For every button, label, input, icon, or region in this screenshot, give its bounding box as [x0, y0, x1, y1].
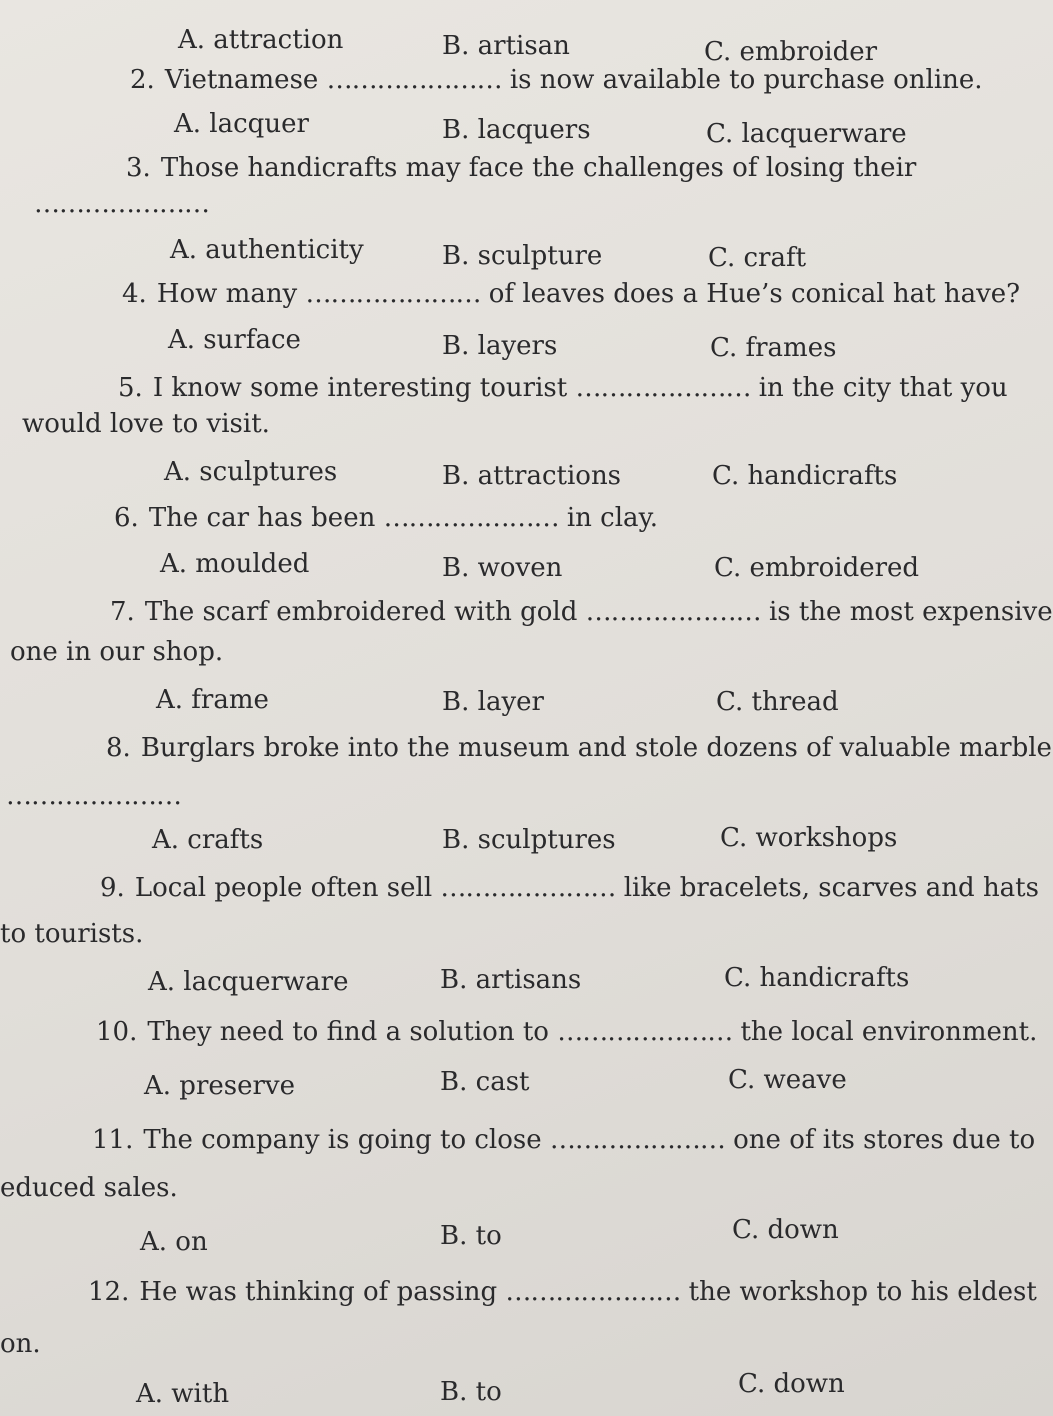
q2-option-c: C. lacquerware — [706, 119, 907, 149]
stem-text: He was thinking of passing — [139, 1277, 498, 1307]
answer-blank: ………………… — [557, 1017, 733, 1047]
q11-option-a: A. on — [140, 1227, 208, 1257]
stem-text: The company is going to close — [143, 1125, 542, 1155]
q8-option-b: B. sculptures — [442, 825, 616, 855]
stem-text: Those handicrafts may face the challenges of losing their — [160, 153, 917, 183]
stem-text: The car has been — [148, 503, 376, 533]
q9-stem — [100, 872, 1039, 904]
stem-text: the local environment. — [740, 1017, 1038, 1047]
q7-stem — [110, 596, 1053, 628]
q12-stem-continuation: on. — [0, 1329, 41, 1359]
q7-option-c: C. thread — [716, 687, 839, 717]
answer-blank: ………………… — [383, 503, 559, 533]
q8-answer-blank: ………………… — [6, 781, 181, 811]
q9-option-b: B. artisans — [440, 965, 582, 995]
q9-option-a: A. lacquerware — [148, 967, 349, 997]
q3-stem — [126, 152, 916, 184]
stem-text: in the city that you — [758, 373, 1008, 403]
q4-stem — [122, 278, 1020, 310]
question-number: 3. — [126, 153, 151, 183]
question-number: 9. — [100, 873, 125, 903]
stem-text: like bracelets, scarves and hats — [623, 873, 1039, 903]
q4-option-c: C. frames — [710, 333, 837, 363]
stem-text: The scarf embroidered with gold — [144, 597, 578, 627]
answer-blank: ………………… — [505, 1277, 681, 1307]
q9-option-c: C. handicrafts — [724, 963, 910, 993]
question-number: 12. — [88, 1277, 130, 1307]
q2-option-b: B. lacquers — [442, 115, 591, 145]
q10-option-a: A. preserve — [144, 1071, 295, 1101]
q8-option-a: A. crafts — [152, 825, 264, 855]
q2-option-a: A. lacquer — [174, 109, 309, 139]
stem-text: I know some interesting tourist — [152, 373, 568, 403]
q8-option-c: C. workshops — [720, 823, 898, 853]
stem-text: Burglars broke into the museum and stole dozens of valuable marble — [140, 733, 1052, 763]
stem-text: the workshop to his eldest — [688, 1277, 1037, 1307]
q2-stem — [130, 64, 983, 96]
question-number: 7. — [110, 597, 135, 627]
answer-blank: ………………… — [549, 1125, 725, 1155]
q4-option-b: B. layers — [442, 331, 558, 361]
q5-stem-continuation: would love to visit. — [22, 409, 270, 439]
question-number: 10. — [96, 1017, 138, 1047]
q11-option-b: B. to — [440, 1221, 502, 1251]
q7-stem-continuation: one in our shop. — [10, 637, 224, 667]
q12-stem — [88, 1276, 1037, 1308]
q5-option-a: A. sculptures — [164, 457, 338, 487]
q5-option-c: C. handicrafts — [712, 461, 898, 491]
q6-option-c: C. embroidered — [714, 553, 920, 583]
question-number: 6. — [114, 503, 139, 533]
q5-option-b: B. attractions — [442, 461, 622, 491]
q6-stem — [114, 502, 658, 534]
stem-text: Local people often sell — [134, 873, 433, 903]
answer-blank: ………………… — [305, 279, 481, 309]
question-number: 11. — [92, 1125, 134, 1155]
q10-option-b: B. cast — [440, 1067, 530, 1097]
q9-stem-continuation: to tourists. — [0, 919, 144, 949]
question-number: 2. — [130, 65, 155, 95]
q7-option-b: B. layer — [442, 687, 544, 717]
q1-option-a: A. attraction — [178, 25, 344, 55]
q7-option-a: A. frame — [156, 685, 269, 715]
q3-option-a: A. authenticity — [170, 235, 364, 265]
stem-text: of leaves does a Hue’s conical hat have? — [488, 279, 1021, 309]
stem-text: is the most expensive — [768, 597, 1053, 627]
q5-stem — [118, 372, 1008, 404]
q3-option-b: B. sculpture — [442, 241, 603, 271]
q1-option-c: C. embroider — [704, 37, 878, 67]
q12-option-b: B. to — [440, 1377, 502, 1407]
stem-text: Vietnamese — [164, 65, 319, 95]
q3-answer-blank: ………………… — [34, 189, 209, 219]
q11-option-c: C. down — [732, 1215, 839, 1245]
stem-text: one of its stores due to — [733, 1125, 1036, 1155]
q3-option-c: C. craft — [708, 243, 807, 273]
q11-stem-continuation: educed sales. — [0, 1173, 178, 1203]
q1-option-b: B. artisan — [442, 31, 570, 61]
q8-stem — [106, 732, 1052, 764]
answer-blank: ………………… — [440, 873, 616, 903]
stem-text: is now available to purchase online. — [509, 65, 983, 95]
q12-option-a: A. with — [136, 1379, 230, 1409]
q6-option-b: B. woven — [442, 553, 563, 583]
question-number: 5. — [118, 373, 143, 403]
question-number: 4. — [122, 279, 147, 309]
question-number: 8. — [106, 733, 131, 763]
q4-option-a: A. surface — [168, 325, 301, 355]
q6-option-a: A. moulded — [160, 549, 310, 579]
stem-text: How many — [156, 279, 298, 309]
answer-blank: ………………… — [575, 373, 751, 403]
q10-stem — [96, 1016, 1037, 1048]
answer-blank: ………………… — [585, 597, 761, 627]
q10-option-c: C. weave — [728, 1065, 847, 1095]
stem-text: in clay. — [566, 503, 659, 533]
q11-stem — [92, 1124, 1035, 1156]
answer-blank: ………………… — [326, 65, 502, 95]
stem-text: They need to find a solution to — [147, 1017, 549, 1047]
q12-option-c: C. down — [738, 1369, 845, 1399]
